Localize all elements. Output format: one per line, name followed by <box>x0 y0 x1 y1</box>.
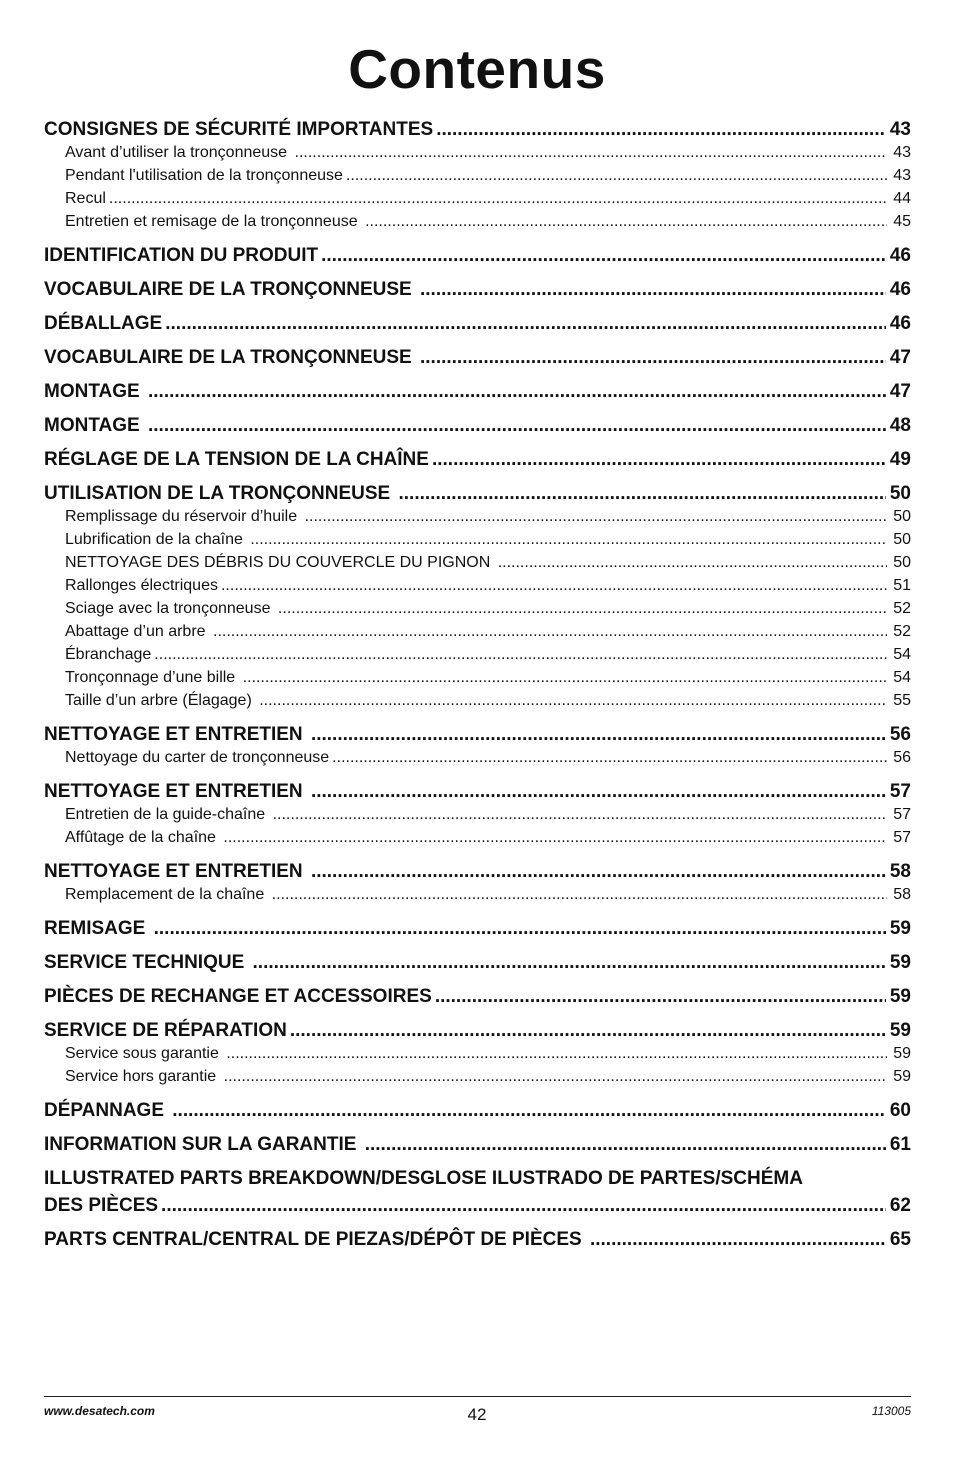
leader-dots <box>259 689 887 712</box>
toc-page: 54 <box>893 646 911 663</box>
toc-label: NETTOYAGE ET ENTRETIEN <box>44 781 308 802</box>
toc-label: Remplissage du réservoir d’huile <box>65 508 302 525</box>
toc-page: 65 <box>889 1229 911 1250</box>
toc-label: INFORMATION SUR LA GARANTIE <box>44 1134 362 1155</box>
leader-dots <box>311 723 886 746</box>
leader-dots <box>250 528 887 551</box>
leader-dots <box>295 141 888 164</box>
toc-entry-first-line[interactable]: ILLUSTRATED PARTS BREAKDOWN/DESGLOSE ILUSTRADO DE PARTES/SCHÉMA <box>44 1168 803 1189</box>
toc-page: 55 <box>893 692 911 709</box>
toc-entry[interactable] <box>44 1133 911 1156</box>
toc-page: 48 <box>889 415 911 436</box>
leader-dots <box>273 803 888 826</box>
toc-page: 59 <box>893 1045 911 1062</box>
leader-dots <box>109 187 887 210</box>
toc-entry[interactable] <box>44 118 911 141</box>
toc-page: 59 <box>889 952 911 973</box>
toc-entry[interactable] <box>44 723 911 746</box>
toc-label: NETTOYAGE ET ENTRETIEN <box>44 861 308 882</box>
toc-label: DÉBALLAGE <box>44 313 163 334</box>
toc-page: 57 <box>893 829 911 846</box>
toc-subentry[interactable] <box>44 826 911 849</box>
toc-page: 43 <box>889 119 911 140</box>
leader-dots <box>172 1099 886 1122</box>
toc-subentry[interactable] <box>44 551 911 574</box>
leader-dots <box>590 1228 886 1251</box>
toc-page: 46 <box>889 279 911 300</box>
toc-label: Recul <box>65 190 106 207</box>
toc-entry[interactable] <box>44 951 911 974</box>
leader-dots <box>311 860 886 883</box>
toc-label: Entretien et remisage de la tronçonneuse <box>65 213 363 230</box>
toc-subentry[interactable] <box>44 883 911 906</box>
leader-dots <box>221 574 887 597</box>
toc-label: CONSIGNES DE SÉCURITÉ IMPORTANTES <box>44 119 434 140</box>
toc-page: 57 <box>893 806 911 823</box>
toc-page: 46 <box>889 245 911 266</box>
toc-page: 58 <box>893 886 911 903</box>
toc-label: Remplacement de la chaîne <box>65 886 269 903</box>
toc-entry[interactable] <box>44 1019 911 1042</box>
leader-dots <box>346 164 887 187</box>
toc-label: Rallonges électriques <box>65 577 218 594</box>
toc-page: 56 <box>889 724 911 745</box>
toc-page: 51 <box>893 577 911 594</box>
toc-page: 47 <box>889 381 911 402</box>
toc-subentry[interactable] <box>44 164 911 187</box>
table-of-contents <box>44 118 911 1251</box>
toc-page: 59 <box>889 918 911 939</box>
leader-dots <box>311 780 886 803</box>
toc-entry[interactable] <box>44 917 911 940</box>
toc-label: UTILISATION DE LA TRONÇONNEUSE <box>44 483 396 504</box>
toc-entry[interactable] <box>44 380 911 403</box>
leader-dots <box>253 951 886 974</box>
leader-dots <box>165 312 886 335</box>
toc-label: Entretien de la guide-chaîne <box>65 806 270 823</box>
toc-subentry[interactable] <box>44 141 911 164</box>
toc-subentry[interactable] <box>44 597 911 620</box>
toc-page: 58 <box>889 861 911 882</box>
leader-dots <box>332 746 887 769</box>
toc-entry[interactable] <box>44 278 911 301</box>
toc-page: 56 <box>893 749 911 766</box>
toc-entry[interactable] <box>44 1228 911 1251</box>
toc-subentry[interactable] <box>44 643 911 666</box>
toc-label: Sciage avec la tronçonneuse <box>65 600 275 617</box>
footer-divider <box>44 1396 911 1397</box>
leader-dots <box>321 244 886 267</box>
toc-label: DÉPANNAGE <box>44 1100 170 1121</box>
toc-page: 59 <box>889 986 911 1007</box>
leader-dots <box>161 1194 886 1217</box>
toc-label: Taille d’un arbre (Élagage) <box>65 692 257 709</box>
toc-subentry[interactable] <box>44 574 911 597</box>
leader-dots <box>498 551 888 574</box>
toc-label: NETTOYAGE ET ENTRETIEN <box>44 724 308 745</box>
toc-entry[interactable] <box>44 985 911 1008</box>
leader-dots <box>154 917 886 940</box>
toc-page: 43 <box>893 144 911 161</box>
toc-page: 62 <box>889 1195 911 1216</box>
toc-subentry[interactable] <box>44 1065 911 1088</box>
toc-label: PARTS CENTRAL/CENTRAL DE PIEZAS/DÉPÔT DE PIÈCES <box>44 1229 587 1250</box>
toc-entry[interactable] <box>44 244 911 267</box>
toc-page: 59 <box>889 1020 911 1041</box>
toc-entry[interactable] <box>44 482 911 505</box>
toc-page: 50 <box>893 508 911 525</box>
footer-website[interactable]: www.desatech.com <box>44 1404 155 1418</box>
footer-doc-code: 113005 <box>871 1404 911 1418</box>
toc-page: 54 <box>893 669 911 686</box>
toc-page: 52 <box>893 623 911 640</box>
toc-page: 45 <box>893 213 911 230</box>
toc-subentry[interactable] <box>44 210 911 233</box>
leader-dots <box>420 278 886 301</box>
toc-label: PIÈCES DE RECHANGE ET ACCESSOIRES <box>44 986 432 1007</box>
page-title: Contenus <box>348 38 606 100</box>
toc-page: 47 <box>889 347 911 368</box>
leader-dots <box>436 118 886 141</box>
leader-dots <box>224 1065 888 1088</box>
toc-label: NETTOYAGE DES DÉBRIS DU COUVERCLE DU PIGNON <box>65 554 495 571</box>
leader-dots <box>154 643 887 666</box>
toc-entry[interactable] <box>44 1194 911 1217</box>
toc-page: 50 <box>893 531 911 548</box>
toc-entry[interactable] <box>44 1099 911 1122</box>
toc-page: 61 <box>889 1134 911 1155</box>
toc-entry[interactable] <box>44 312 911 335</box>
leader-dots <box>399 482 886 505</box>
toc-subentry[interactable] <box>44 1042 911 1065</box>
leader-dots <box>435 985 886 1008</box>
toc-label: SERVICE TECHNIQUE <box>44 952 250 973</box>
toc-subentry[interactable] <box>44 620 911 643</box>
toc-label: Affûtage de la chaîne <box>65 829 221 846</box>
leader-dots <box>305 505 888 528</box>
toc-label: SERVICE DE RÉPARATION <box>44 1020 287 1041</box>
toc-subentry[interactable] <box>44 746 911 769</box>
toc-label: Tronçonnage d’une bille <box>65 669 240 686</box>
toc-entry[interactable] <box>44 860 911 883</box>
toc-page: 57 <box>889 781 911 802</box>
leader-dots <box>420 346 886 369</box>
toc-label: DES PIÈCES <box>44 1195 159 1216</box>
toc-label: Lubrification de la chaîne <box>65 531 248 548</box>
toc-entry[interactable] <box>44 414 911 437</box>
toc-entry[interactable] <box>44 346 911 369</box>
toc-page: 59 <box>893 1068 911 1085</box>
toc-subentry[interactable] <box>44 528 911 551</box>
toc-page: 52 <box>893 600 911 617</box>
leader-dots <box>365 1133 886 1156</box>
toc-page: 46 <box>889 313 911 334</box>
leader-dots <box>223 826 887 849</box>
toc-label: REMISAGE <box>44 918 151 939</box>
toc-page: 60 <box>889 1100 911 1121</box>
toc-subentry[interactable] <box>44 666 911 689</box>
toc-subentry[interactable] <box>44 689 911 712</box>
leader-dots <box>213 620 887 643</box>
toc-label: Avant d’utiliser la tronçonneuse <box>65 144 292 161</box>
leader-dots <box>148 414 886 437</box>
toc-label: VOCABULAIRE DE LA TRONÇONNEUSE <box>44 347 417 368</box>
toc-subentry[interactable] <box>44 803 911 826</box>
leader-dots <box>226 1042 887 1065</box>
leader-dots <box>148 380 886 403</box>
toc-label: Service hors garantie <box>65 1068 221 1085</box>
toc-page: 44 <box>893 190 911 207</box>
toc-label: Nettoyage du carter de tronçonneuse <box>65 749 330 766</box>
toc-page: 49 <box>889 449 911 470</box>
leader-dots <box>290 1019 886 1042</box>
footer-page-number: 42 <box>467 1405 487 1424</box>
toc-entry[interactable] <box>44 448 911 471</box>
toc-label: Ébranchage <box>65 646 152 663</box>
toc-label: Abattage d’un arbre <box>65 623 210 640</box>
toc-label: Pendant l'utilisation de la tronçonneuse <box>65 167 343 184</box>
toc-label: MONTAGE <box>44 415 145 436</box>
leader-dots <box>243 666 888 689</box>
toc-page: 43 <box>893 167 911 184</box>
toc-label: Service sous garantie <box>65 1045 224 1062</box>
toc-label: IDENTIFICATION DU PRODUIT <box>44 245 319 266</box>
leader-dots <box>432 448 886 471</box>
leader-dots <box>365 210 887 233</box>
toc-page: 50 <box>889 483 911 504</box>
toc-subentry[interactable] <box>44 187 911 210</box>
leader-dots <box>272 883 888 906</box>
leader-dots <box>278 597 887 620</box>
toc-label: RÉGLAGE DE LA TENSION DE LA CHAÎNE <box>44 449 429 470</box>
toc-entry[interactable] <box>44 780 911 803</box>
toc-subentry[interactable] <box>44 505 911 528</box>
toc-page: 50 <box>893 554 911 571</box>
toc-label: VOCABULAIRE DE LA TRONÇONNEUSE <box>44 279 417 300</box>
toc-label: MONTAGE <box>44 381 145 402</box>
